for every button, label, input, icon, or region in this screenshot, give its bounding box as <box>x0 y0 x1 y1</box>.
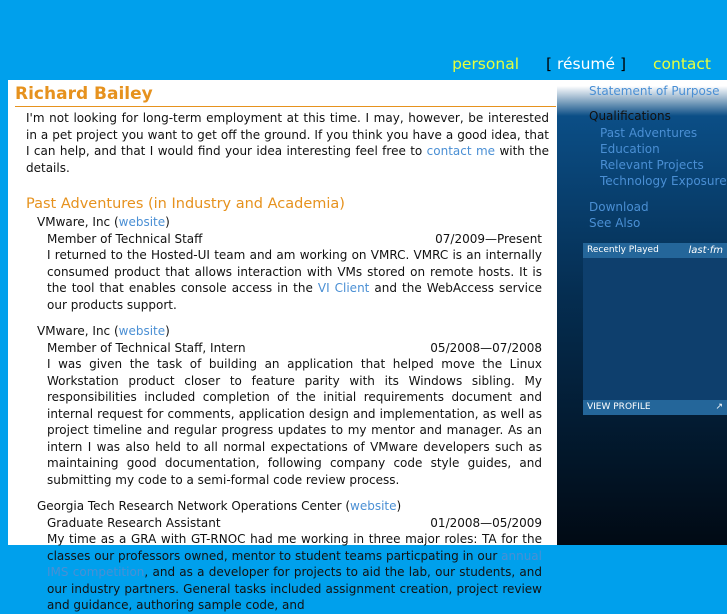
employer: Georgia Tech Research Network Operations Center (website) <box>37 499 402 513</box>
lastfm-footer <box>583 400 727 415</box>
job-role <box>47 515 542 532</box>
job-role <box>47 340 542 357</box>
sidebar-item-education[interactable]: Education <box>600 141 660 156</box>
job-dates: 01/2008—05/2009 <box>430 515 542 530</box>
job-description <box>47 247 542 313</box>
top-nav <box>430 55 711 73</box>
desc-text-2: and the WebAccess service our products support. <box>47 281 542 312</box>
lastfm-header <box>583 243 727 258</box>
job-description <box>47 531 542 614</box>
intro-paragraph <box>26 110 549 176</box>
job-entry <box>37 323 542 488</box>
employer-name: Georgia Tech Research Network Operations Center <box>37 499 342 513</box>
bracket-open: [ <box>545 55 552 73</box>
job-entry <box>37 498 542 614</box>
sidebar-item-qualifications: Qualifications <box>589 109 671 124</box>
job-dates: 05/2008—07/2008 <box>430 340 542 355</box>
desc-text-1: My time as a GRA with GT-RNOC had me working in three major roles: TA for the classes our professors owned, mentor to student teams particpating in our <box>47 532 542 563</box>
ims-competition-link[interactable]: annual IMS competition <box>47 548 542 579</box>
employer: VMware, Inc (website) <box>37 215 170 229</box>
vi-client-link[interactable]: VI Client <box>317 281 370 295</box>
employer-website-link[interactable]: website <box>118 215 166 229</box>
employer-name: VMware, Inc <box>37 215 111 229</box>
nav-resume-current[interactable] <box>546 55 626 73</box>
job-role <box>47 231 542 248</box>
sidebar-item-see-also[interactable]: See Also <box>589 216 641 231</box>
sidebar-nav <box>557 80 727 231</box>
employer-name: VMware, Inc <box>37 324 111 338</box>
nav-contact[interactable]: contact <box>652 55 711 73</box>
intro-text-2: with the details. <box>26 144 549 175</box>
lastfm-widget <box>583 243 727 415</box>
sidebar-item-statement[interactable]: Statement of Purpose <box>589 84 720 98</box>
job-title: Member of Technical Staff, Intern <box>47 340 246 355</box>
nav-personal[interactable]: personal <box>452 55 519 73</box>
sidebar-item-past-adventures[interactable]: Past Adventures <box>600 125 698 140</box>
sidebar-item-relevant-projects[interactable]: Relevant Projects <box>600 158 704 173</box>
intro-text-1: I'm not looking for long-term employment at this time. I may, however, be interested in a pet project you want to get off the ground. If you think you have a good idea, that I can help, and that I would find your idea interesting feel free to <box>26 111 549 158</box>
job-dates: 07/2009—Present <box>435 231 542 246</box>
desc-text-2: , and as a developer for projects to aid the lab, our students, and our industry partners. General tasks included assignment creation, project review and guidance, authoring sample code, and <box>47 565 542 612</box>
lastfm-logo[interactable]: last·fm <box>688 245 723 256</box>
sidebar-item-download[interactable]: Download <box>589 199 649 214</box>
contact-me-link[interactable]: contact me <box>426 144 496 158</box>
page-title: Richard Bailey <box>15 84 556 107</box>
lastfm-title: Recently Played <box>587 245 659 255</box>
job-entry <box>37 214 542 313</box>
job-title: Graduate Research Assistant <box>47 515 221 530</box>
job-title: Member of Technical Staff <box>47 231 203 246</box>
sidebar-item-technology-exposure[interactable]: Technology Exposure <box>600 174 727 189</box>
section-title: Past Adventures (in Industry and Academia) <box>26 196 345 212</box>
bracket-close: ] <box>619 55 627 73</box>
employer-website-link[interactable]: website <box>350 499 397 513</box>
external-link-icon[interactable]: ↗ <box>715 402 723 412</box>
job-description: I was given the task of building an application that helped move the Linux Workstation product closer to feature parity with its Windows sibling. My responsibilities included completion of the initial requirements document and internal request for comments, application design and implementation, as well as project timeline and regular progress updates to my mentor and manager. As an intern I was also held to all normal expectations of VMware developers such as maintaining good documentation, following company code style guides, and submitting my code to a semi-formal code review process. <box>47 357 542 487</box>
main-content <box>8 80 557 612</box>
nav-resume-label: résumé <box>556 55 616 73</box>
view-profile-link[interactable]: VIEW PROFILE <box>587 402 651 412</box>
employer: VMware, Inc (website) <box>37 324 170 338</box>
sidebar <box>557 80 727 545</box>
desc-text-1: I returned to the Hosted-UI team and am working on VMRC. VMRC is an internally consumed product that allows interaction with VMs stored on remote hosts. It is the tool that enables console access in the <box>47 248 542 295</box>
header <box>0 0 727 80</box>
employer-website-link[interactable]: website <box>118 324 166 338</box>
